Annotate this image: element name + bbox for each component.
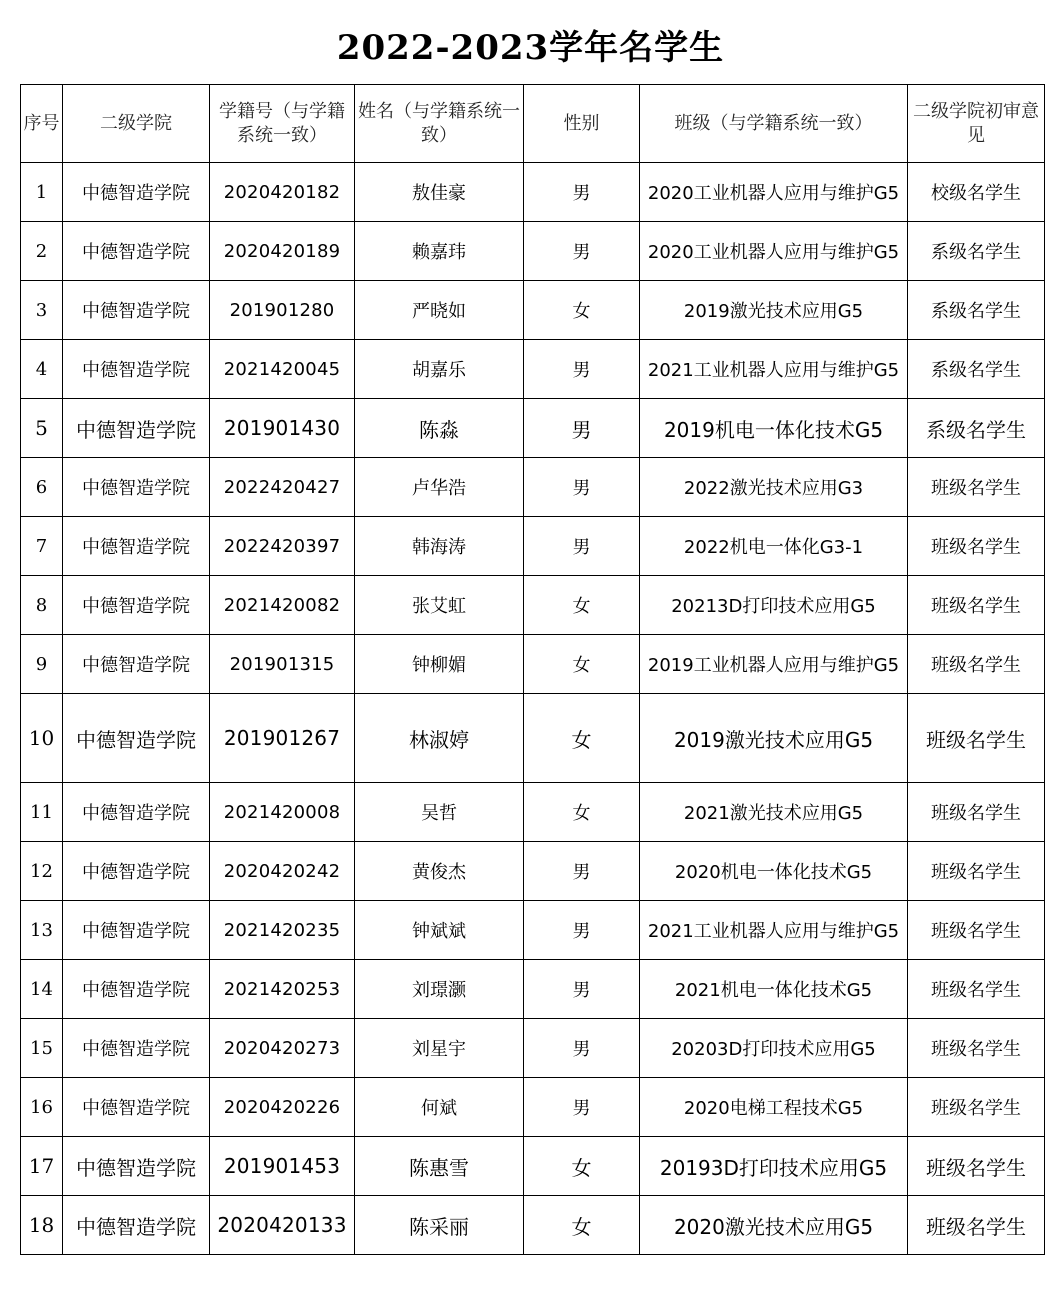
college-cell: 中德智造学院	[63, 399, 210, 458]
college-cell: 中德智造学院	[63, 222, 210, 281]
class-cell: 2021激光技术应用G5	[640, 783, 908, 842]
student-name-cell: 赖嘉玮	[355, 222, 524, 281]
table-header-row	[21, 85, 1045, 163]
row-number: 8	[21, 576, 63, 635]
student-name-cell: 张艾虹	[355, 576, 524, 635]
student-id-cell: 2020420273	[210, 1019, 355, 1078]
class-cell: 2019机电一体化技术G5	[640, 399, 908, 458]
student-id-cell: 2022420397	[210, 517, 355, 576]
class-cell: 20213D打印技术应用G5	[640, 576, 908, 635]
row-number: 12	[21, 842, 63, 901]
table-body	[21, 163, 1045, 1255]
gender-cell: 男	[524, 842, 640, 901]
row-number: 6	[21, 458, 63, 517]
page-title: 2022-2023学年名学生	[336, 28, 725, 68]
gender-cell: 女	[524, 694, 640, 783]
table-row	[21, 960, 1045, 1019]
college-cell: 中德智造学院	[63, 901, 210, 960]
gender-cell: 男	[524, 1019, 640, 1078]
gender-cell: 男	[524, 340, 640, 399]
opinion-cell: 班级名学生	[908, 1196, 1045, 1255]
college-cell: 中德智造学院	[63, 1078, 210, 1137]
table-row	[21, 1137, 1045, 1196]
student-id-cell: 2020420226	[210, 1078, 355, 1137]
row-number: 9	[21, 635, 63, 694]
student-id-cell: 2021420045	[210, 340, 355, 399]
opinion-cell: 班级名学生	[908, 1078, 1045, 1137]
header-class: 班级（与学籍系统一致）	[640, 85, 908, 163]
gender-cell: 男	[524, 222, 640, 281]
class-cell: 2020工业机器人应用与维护G5	[640, 163, 908, 222]
row-number: 16	[21, 1078, 63, 1137]
class-cell: 2020工业机器人应用与维护G5	[640, 222, 908, 281]
student-id-cell: 2021420082	[210, 576, 355, 635]
table-row	[21, 1019, 1045, 1078]
table-row	[21, 281, 1045, 340]
table-row	[21, 783, 1045, 842]
student-name-cell: 林淑婷	[355, 694, 524, 783]
opinion-cell: 班级名学生	[908, 1019, 1045, 1078]
student-name-cell: 何斌	[355, 1078, 524, 1137]
student-id-cell: 201901453	[210, 1137, 355, 1196]
opinion-cell: 系级名学生	[908, 340, 1045, 399]
student-name-cell: 胡嘉乐	[355, 340, 524, 399]
row-number: 3	[21, 281, 63, 340]
college-cell: 中德智造学院	[63, 1137, 210, 1196]
row-number: 7	[21, 517, 63, 576]
student-id-cell: 201901315	[210, 635, 355, 694]
class-cell: 20193D打印技术应用G5	[640, 1137, 908, 1196]
opinion-cell: 班级名学生	[908, 842, 1045, 901]
student-id-cell: 2020420182	[210, 163, 355, 222]
opinion-cell: 班级名学生	[908, 694, 1045, 783]
header-opinion: 二级学院初审意见	[908, 85, 1045, 163]
table-row	[21, 222, 1045, 281]
class-cell: 20203D打印技术应用G5	[640, 1019, 908, 1078]
class-cell: 2020电梯工程技术G5	[640, 1078, 908, 1137]
table-row	[21, 340, 1045, 399]
college-cell: 中德智造学院	[63, 635, 210, 694]
college-cell: 中德智造学院	[63, 576, 210, 635]
student-name-cell: 钟柳媚	[355, 635, 524, 694]
header-student-id: 学籍号（与学籍系统一致）	[210, 85, 355, 163]
college-cell: 中德智造学院	[63, 783, 210, 842]
student-name-cell: 黄俊杰	[355, 842, 524, 901]
class-cell: 2022机电一体化G3-1	[640, 517, 908, 576]
student-id-cell: 201901430	[210, 399, 355, 458]
student-name-cell: 刘星宇	[355, 1019, 524, 1078]
gender-cell: 男	[524, 901, 640, 960]
table-row	[21, 1196, 1045, 1255]
college-cell: 中德智造学院	[63, 340, 210, 399]
row-number: 13	[21, 901, 63, 960]
college-cell: 中德智造学院	[63, 694, 210, 783]
student-name-cell: 敖佳豪	[355, 163, 524, 222]
student-roster-table	[20, 84, 1045, 1255]
class-cell: 2021机电一体化技术G5	[640, 960, 908, 1019]
row-number: 18	[21, 1196, 63, 1255]
row-number: 5	[21, 399, 63, 458]
student-name-cell: 陈惠雪	[355, 1137, 524, 1196]
student-id-cell: 201901280	[210, 281, 355, 340]
row-number: 15	[21, 1019, 63, 1078]
opinion-cell: 班级名学生	[908, 1137, 1045, 1196]
row-number: 1	[21, 163, 63, 222]
class-cell: 2020机电一体化技术G5	[640, 842, 908, 901]
gender-cell: 女	[524, 281, 640, 340]
college-cell: 中德智造学院	[63, 517, 210, 576]
opinion-cell: 班级名学生	[908, 517, 1045, 576]
college-cell: 中德智造学院	[63, 1196, 210, 1255]
college-cell: 中德智造学院	[63, 281, 210, 340]
gender-cell: 男	[524, 163, 640, 222]
table-row	[21, 458, 1045, 517]
gender-cell: 男	[524, 517, 640, 576]
college-cell: 中德智造学院	[63, 1019, 210, 1078]
class-cell: 2021工业机器人应用与维护G5	[640, 340, 908, 399]
opinion-cell: 班级名学生	[908, 783, 1045, 842]
opinion-cell: 班级名学生	[908, 901, 1045, 960]
class-cell: 2021工业机器人应用与维护G5	[640, 901, 908, 960]
class-cell: 2020激光技术应用G5	[640, 1196, 908, 1255]
class-cell: 2019激光技术应用G5	[640, 694, 908, 783]
row-number: 4	[21, 340, 63, 399]
gender-cell: 女	[524, 783, 640, 842]
table-row	[21, 1078, 1045, 1137]
table-row	[21, 901, 1045, 960]
student-id-cell: 2020420242	[210, 842, 355, 901]
table-row	[21, 163, 1045, 222]
class-cell: 2022激光技术应用G3	[640, 458, 908, 517]
student-name-cell: 卢华浩	[355, 458, 524, 517]
student-name-cell: 韩海涛	[355, 517, 524, 576]
class-cell: 2019工业机器人应用与维护G5	[640, 635, 908, 694]
student-name-cell: 陈采丽	[355, 1196, 524, 1255]
opinion-cell: 班级名学生	[908, 576, 1045, 635]
student-name-cell: 吴哲	[355, 783, 524, 842]
table-row	[21, 517, 1045, 576]
student-id-cell: 2021420253	[210, 960, 355, 1019]
gender-cell: 男	[524, 960, 640, 1019]
opinion-cell: 系级名学生	[908, 399, 1045, 458]
table-row	[21, 842, 1045, 901]
gender-cell: 男	[524, 1078, 640, 1137]
college-cell: 中德智造学院	[63, 960, 210, 1019]
opinion-cell: 班级名学生	[908, 960, 1045, 1019]
college-cell: 中德智造学院	[63, 163, 210, 222]
student-name-cell: 钟斌斌	[355, 901, 524, 960]
gender-cell: 女	[524, 1137, 640, 1196]
student-id-cell: 2022420427	[210, 458, 355, 517]
opinion-cell: 系级名学生	[908, 222, 1045, 281]
gender-cell: 女	[524, 635, 640, 694]
opinion-cell: 系级名学生	[908, 281, 1045, 340]
row-number: 14	[21, 960, 63, 1019]
student-name-cell: 陈淼	[355, 399, 524, 458]
row-number: 17	[21, 1137, 63, 1196]
table-row	[21, 576, 1045, 635]
header-gender: 性别	[524, 85, 640, 163]
opinion-cell: 班级名学生	[908, 635, 1045, 694]
student-id-cell: 2021420235	[210, 901, 355, 960]
opinion-cell: 校级名学生	[908, 163, 1045, 222]
table-row	[21, 694, 1045, 783]
student-name-cell: 刘璟灏	[355, 960, 524, 1019]
gender-cell: 男	[524, 399, 640, 458]
student-id-cell: 2021420008	[210, 783, 355, 842]
class-cell: 2019激光技术应用G5	[640, 281, 908, 340]
row-number: 11	[21, 783, 63, 842]
row-number: 10	[21, 694, 63, 783]
table-row	[21, 635, 1045, 694]
college-cell: 中德智造学院	[63, 842, 210, 901]
header-college: 二级学院	[63, 85, 210, 163]
gender-cell: 女	[524, 576, 640, 635]
header-name: 姓名（与学籍系统一致）	[355, 85, 524, 163]
student-id-cell: 2020420133	[210, 1196, 355, 1255]
college-cell: 中德智造学院	[63, 458, 210, 517]
student-id-cell: 201901267	[210, 694, 355, 783]
student-id-cell: 2020420189	[210, 222, 355, 281]
header-no: 序号	[21, 85, 63, 163]
gender-cell: 女	[524, 1196, 640, 1255]
table-row	[21, 399, 1045, 458]
gender-cell: 男	[524, 458, 640, 517]
student-name-cell: 严晓如	[355, 281, 524, 340]
opinion-cell: 班级名学生	[908, 458, 1045, 517]
row-number: 2	[21, 222, 63, 281]
